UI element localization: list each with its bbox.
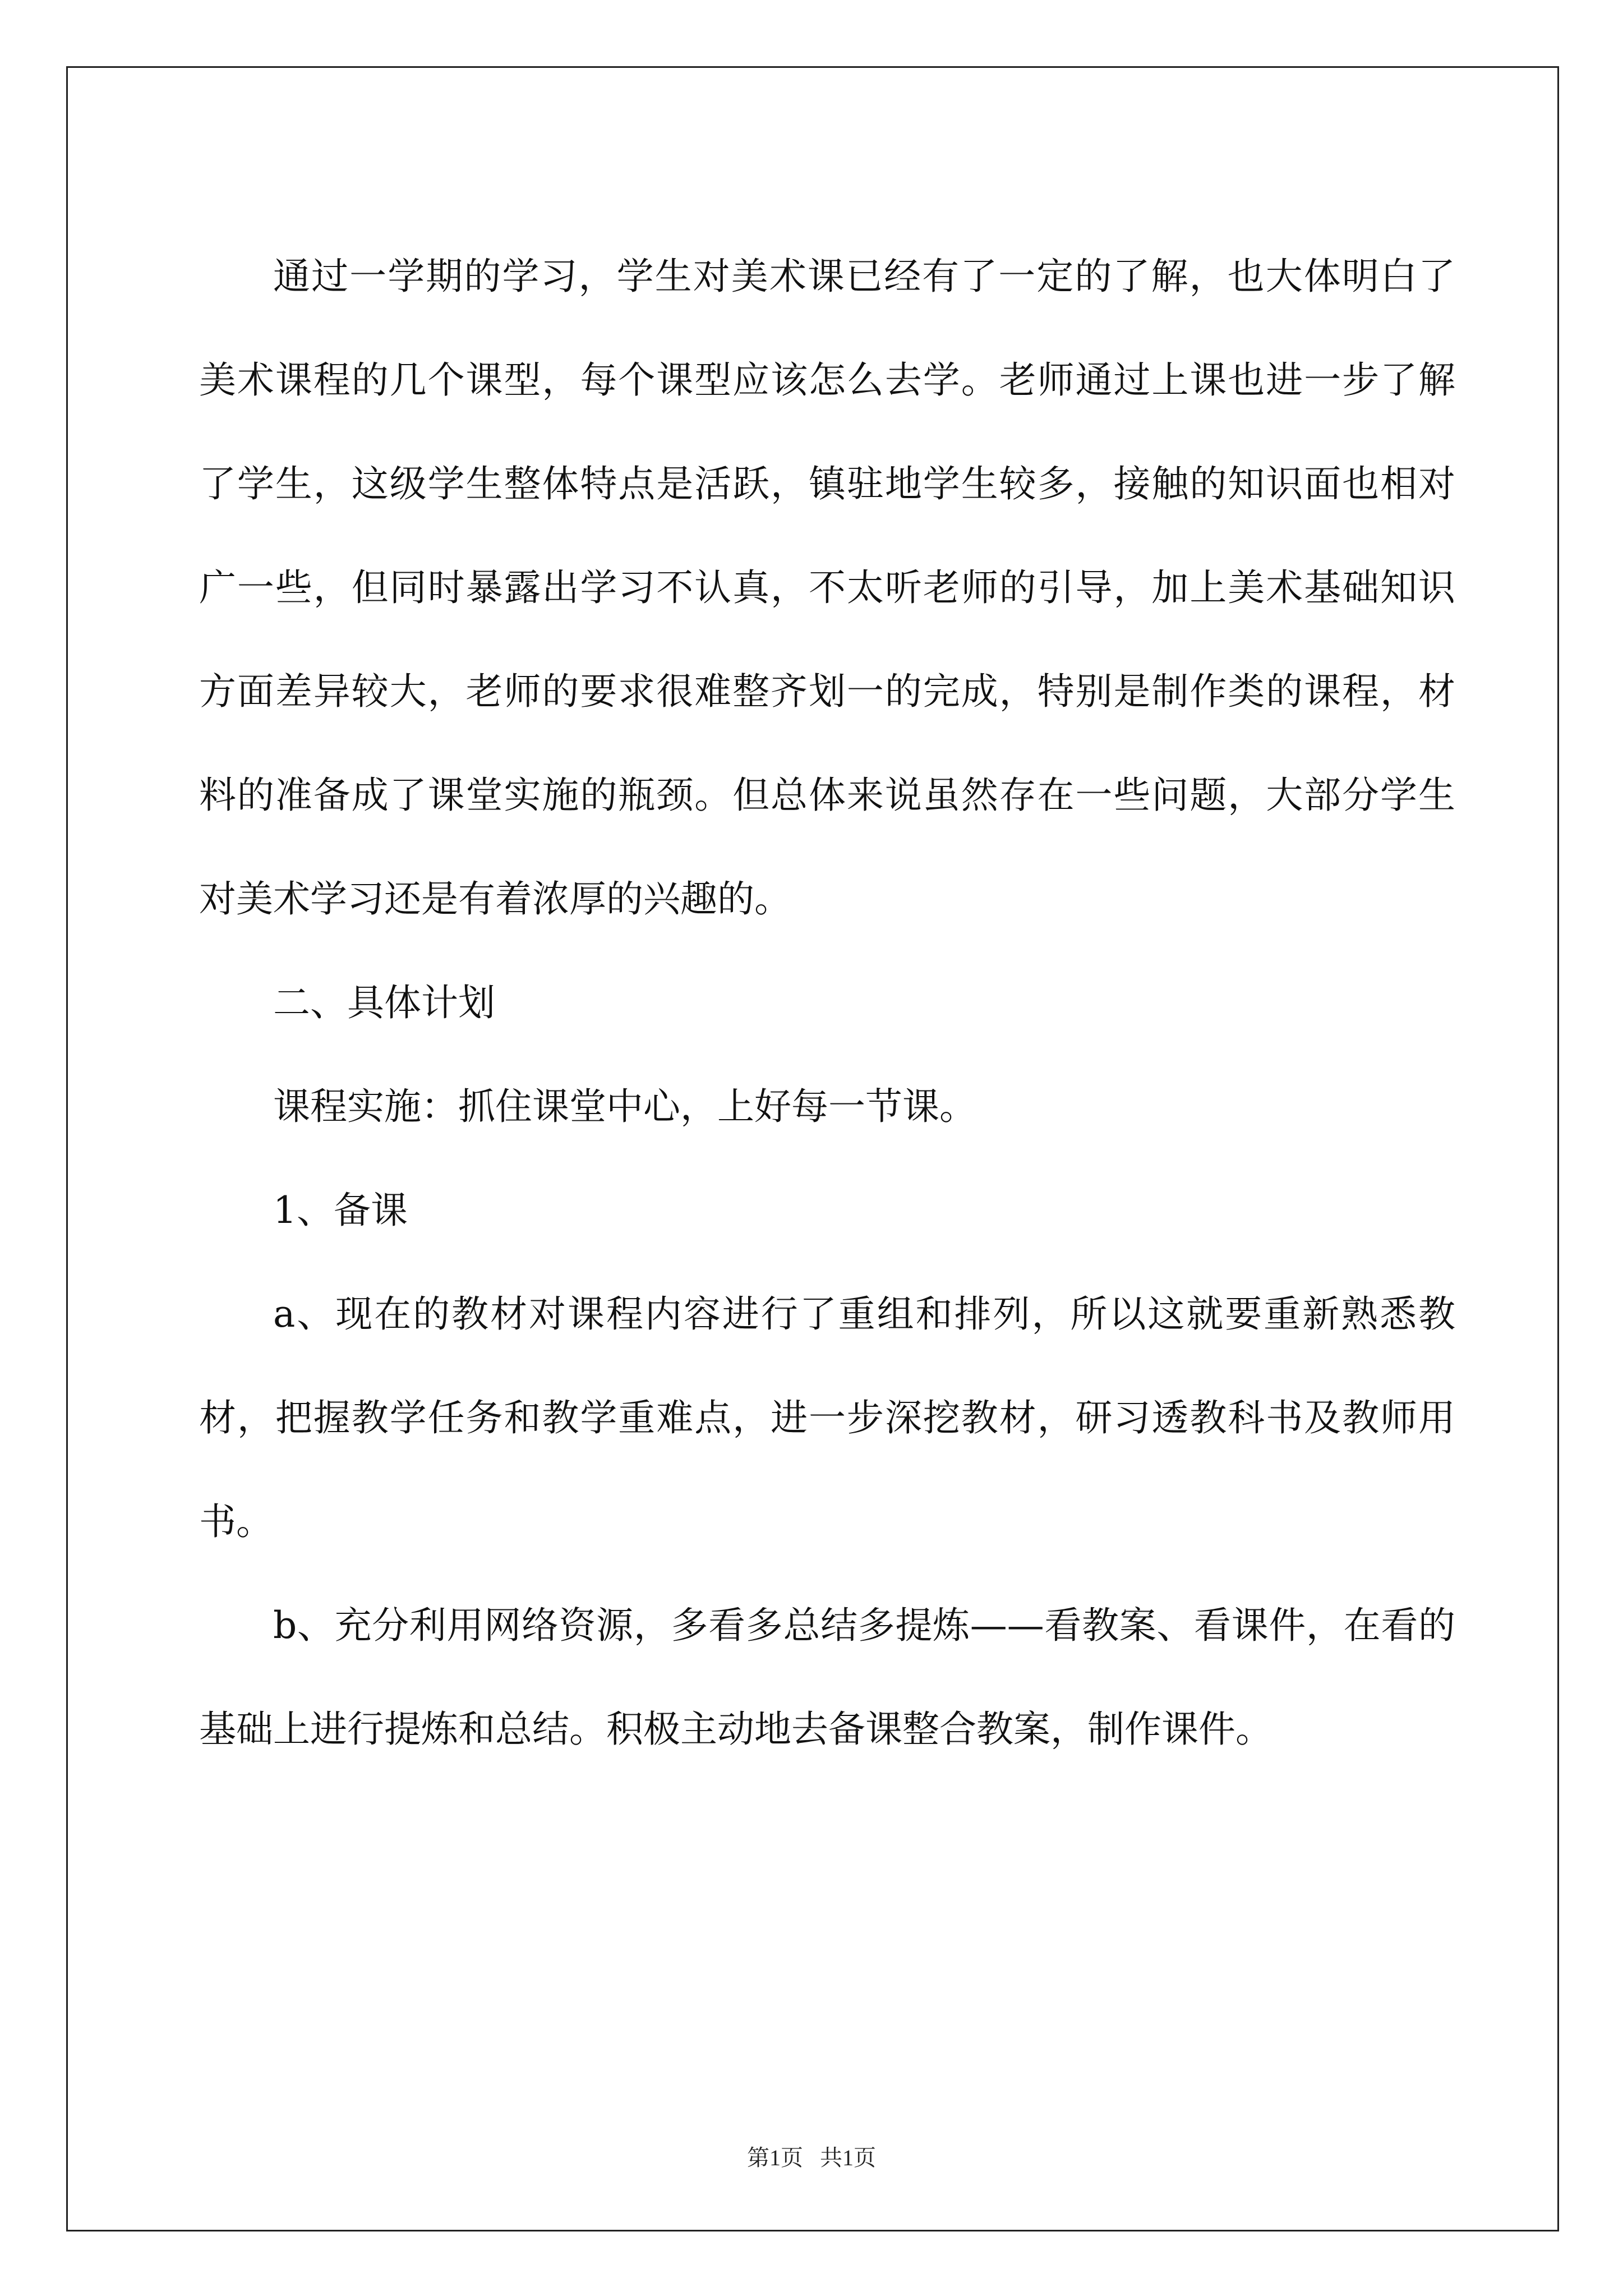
paragraph-item-a: a、现在的教材对课程内容进行了重组和排列，所以这就要重新熟悉教材，把握教学任务和教学重难点，进一步深挖教材，研习透教科书及教师用书。 <box>199 1292 1455 1543</box>
paragraph-item-b: b、充分利用网络资源，多看多总结多提炼——看教案、看课件，在看的基础上进行提炼和总结。积极主动地去备课整合教案，制作课件。 <box>199 1604 1455 1751</box>
paragraph-intro: 通过一学期的学习，学生对美术课已经有了一定的了解，也大体明白了美术课程的几个课型，每个课型应该怎么去学。老师通过上课也进一步了解了学生，这级学生整体特点是活跃，镇驻地学生较多，接触的知识面也相对广一些，但同时暴露出学习不认真，不太听老师的引导，加上美术基础知识方面差异较大，老师的要求很难整齐划一的完成，特别是制作类的课程，材料的准备成了课堂实施的瓶颈。但总体来说虽然存在一些问题，大部分学生对美术学习还是有着浓厚的兴趣的。 <box>199 255 1455 921</box>
subheading-lesson-prep: 1、备课 <box>273 1189 408 1232</box>
paragraph-course-implementation: 课程实施：抓住课堂中心，上好每一节课。 <box>273 1085 976 1128</box>
page-footer: 第1页 共1页 <box>747 2145 876 2170</box>
document-body <box>199 224 1455 1781</box>
section-heading-plan: 二、具体计划 <box>273 981 495 1024</box>
